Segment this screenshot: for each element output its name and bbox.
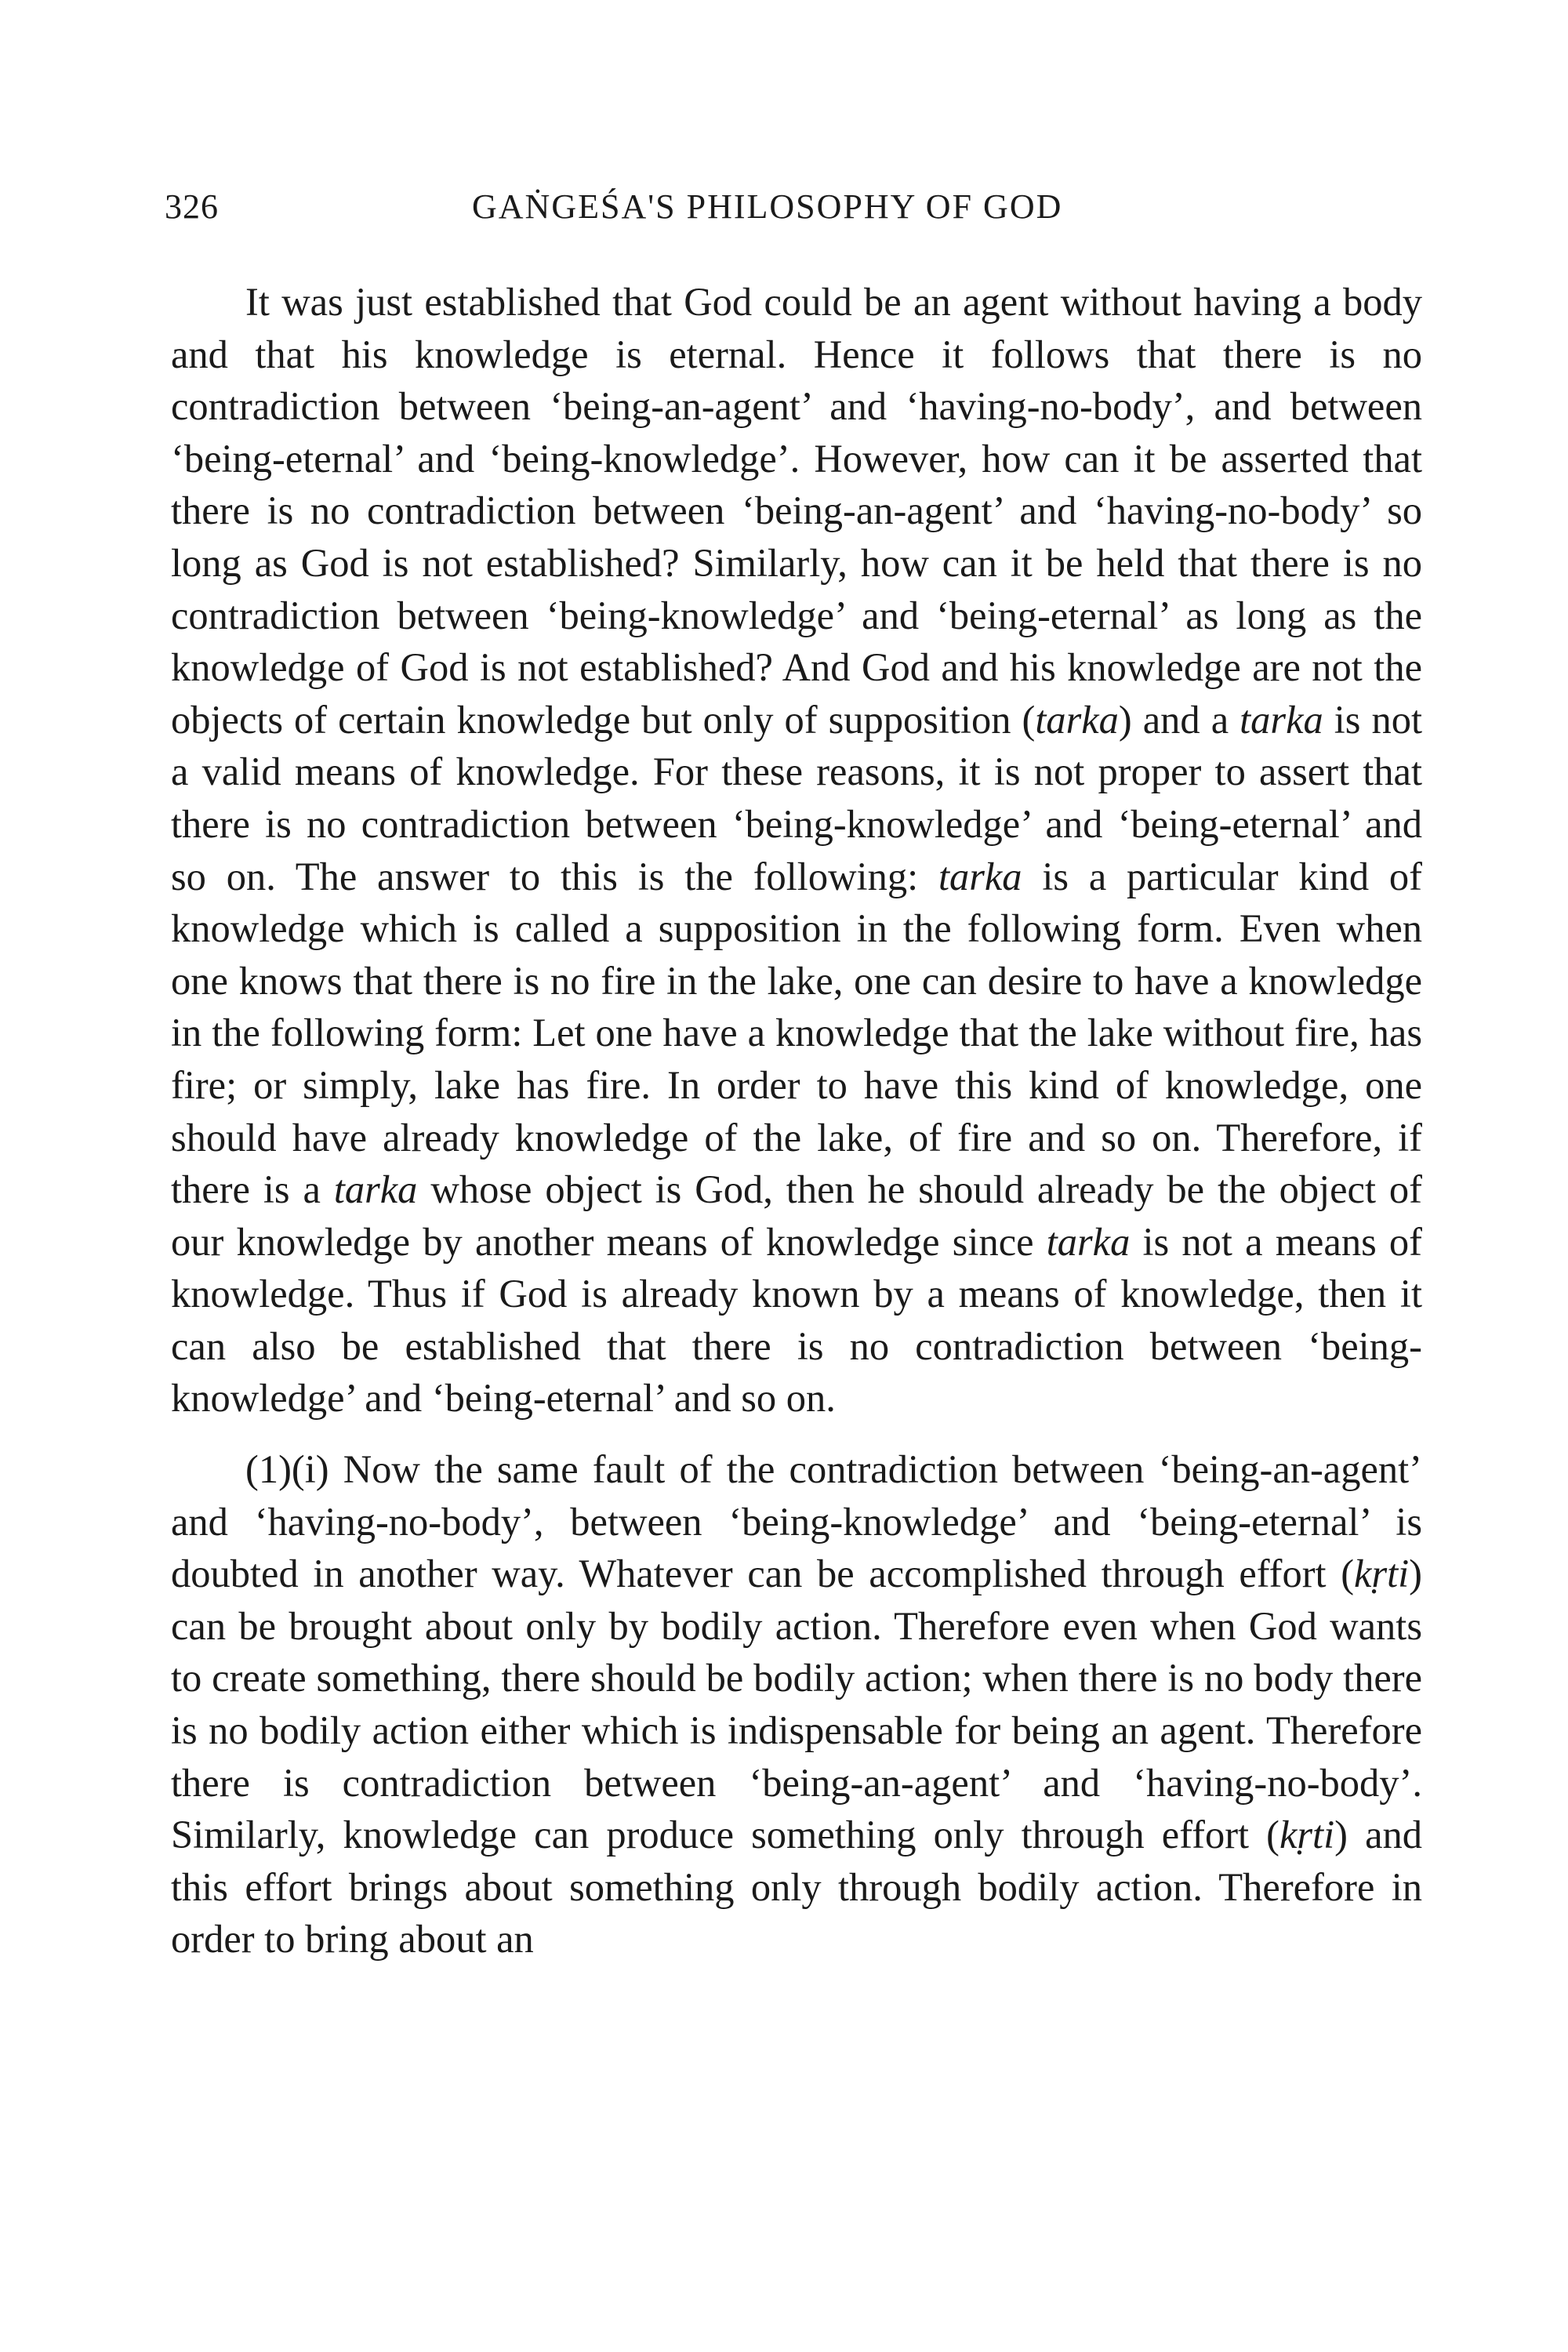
text-segment: is not a valid means of knowledge. For these reasons, it is not proper to assert that there is no contradiction between ‘being-knowledge’ and ‘being-eternal’ and so on. The answer to this is the following:	[171, 697, 1423, 898]
italic-term: tarka	[333, 1167, 418, 1212]
page-number: 326	[165, 187, 219, 226]
italic-term: kṛti	[1354, 1552, 1410, 1596]
page-header	[165, 187, 1411, 241]
text-segment: is not a means of knowledge. Thus if God is already known by a means of knowledge, then it can also be established that there is no contradiction between ‘being-knowledge’ and ‘being-eternal’ and so on.	[171, 1219, 1422, 1421]
text-segment: It was just established that God could be an agent without having a body and that his knowledge is eternal. Hence it follows that there is no contradiction between ‘being-an-agent’ and ‘having-no-body’, and between ‘being-eternal’ and ‘being-knowledge’. However, how can it be asserted that there is no contradiction between ‘being-an-agent’ and ‘having-no-body’ so long as God is not established? Similarly, how can it be held that there is no contradiction between ‘being-knowledge’ and ‘being-eternal’ as long as the knowledge of God is not established? And God and his knowledge are not the objects of certain knowledge but only of supposition (	[171, 280, 1422, 742]
text-segment: (1)(i) Now the same fault of the contradiction between ‘being-an-agent’ and ‘having-no-body’, between ‘being-knowledge’ and ‘being-eternal’ is doubted in another way. Whatever can be accomplished through effort (	[171, 1447, 1422, 1596]
running-title: GAṄGEŚA'S PHILOSOPHY OF GOD	[472, 187, 1063, 226]
italic-term: tarka	[1240, 697, 1323, 742]
text-segment: whose object is God, then he should already be the object of our knowledge by another means of knowledge since	[171, 1167, 1423, 1264]
paragraph-2	[171, 1443, 1422, 1965]
paragraph-1	[171, 276, 1422, 1425]
italic-term: tarka	[1035, 697, 1119, 742]
text-segment: is a particular kind of knowledge which is called a supposition in the following form. Even when one knows that there is no fire in the lake, one can desire to have a knowledge in the following form: Let one have a knowledge that the lake without fire, has fire; or simply, lake has fire. In order to have this kind of knowledge, one should have already knowledge of the lake, of fire and so on. Therefore, if there is a	[171, 854, 1422, 1212]
text-segment: ) can be brought about only by bodily action. Therefore even when God wants to create something, there should be bodily action; when there is no body there is no bodily action either which is indispensable for being an agent. Therefore there is contradiction between ‘being-an-agent’ and ‘having-no-body’. Similarly, knowledge can produce something only through effort (	[171, 1552, 1422, 1857]
text-segment: ) and this effort brings about something only through bodily action. Therefore in order to bring about an	[171, 1813, 1422, 1962]
text-segment: ) and a	[1118, 697, 1240, 742]
body-text	[171, 276, 1422, 1965]
italic-term: tarka	[938, 854, 1022, 898]
italic-term: tarka	[1046, 1219, 1131, 1264]
italic-term: kṛti	[1279, 1813, 1335, 1857]
